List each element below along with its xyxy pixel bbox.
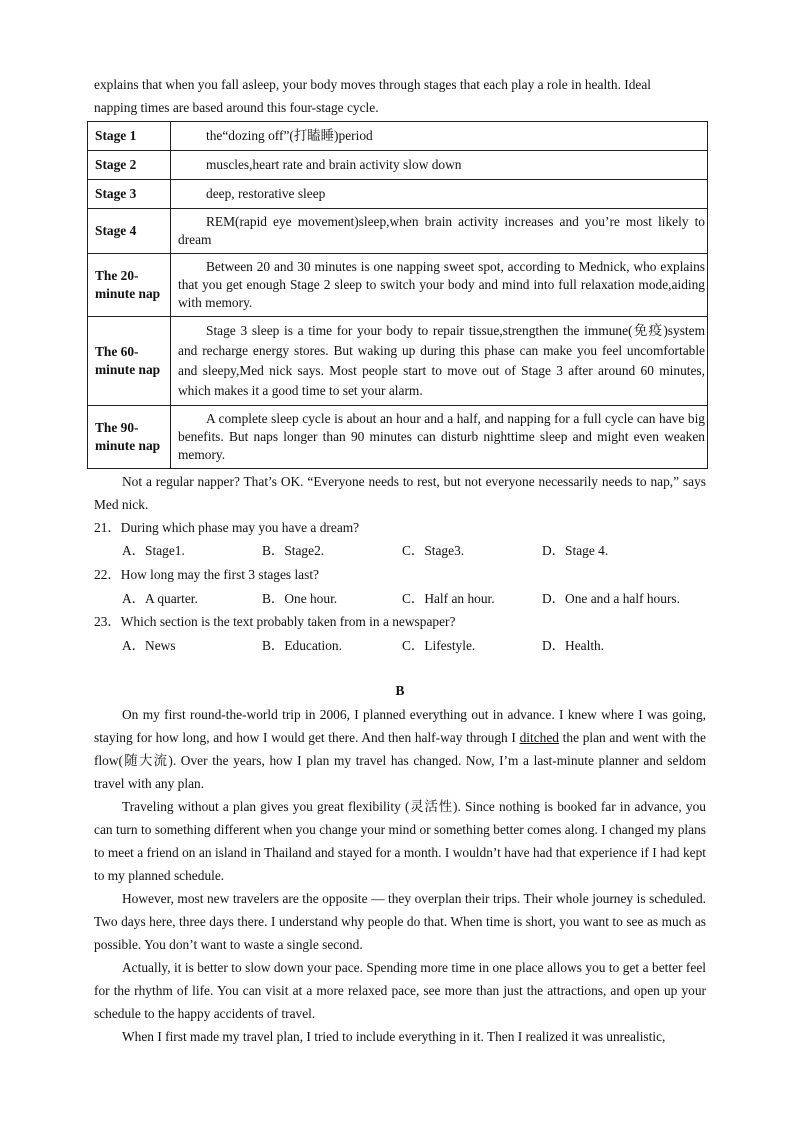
section-b-paragraph-2: Traveling without a plan gives you great flexibility (灵活性). Since nothing is booked far in advance, you can turn to something different when you change your mind or something better comes along. I changed my plans to meet a friend on an island in Thailand and stayed for a month. I wouldn’t have had that experience if I had kept to my planned schedule. <box>94 799 706 883</box>
row-label: The 20-minute nap <box>88 254 171 317</box>
row-text: A complete sleep cycle is about an hour and a half, and napping for a full cycle can have big benefits. But naps longer than 90 minutes can disturb nighttime sleep and might even weaken memory. <box>171 406 708 469</box>
table-row <box>88 254 708 317</box>
row-label: Stage 1 <box>88 122 171 151</box>
row-text <box>171 180 708 209</box>
section-b-title: B <box>395 683 405 698</box>
option[interactable]: A．A quarter. <box>122 591 198 606</box>
nap-stages-table <box>87 121 708 469</box>
question-23-options <box>94 634 706 657</box>
option[interactable]: A．News <box>122 638 176 653</box>
option[interactable]: A．Stage1. <box>122 543 185 558</box>
section-b-paragraph-3: However, most new travelers are the opposite — they overplan their trips. Their whole journey is scheduled. Two days here, three days there. I understand why people do that. When time is short, you want to see as much as possible. You don’t want to waste a single second. <box>94 891 706 952</box>
row-text <box>171 151 708 180</box>
p1-before: On my first round-the-world trip in 2006, I planned everything out in advance. I knew where I was going, staying for how long, and how I would get there. And then half-way through I <box>94 707 706 745</box>
row-label: Stage 3 <box>88 180 171 209</box>
closing-paragraph: Not a regular napper? That’s OK. “Everyone needs to rest, but not everyone necessarily needs to nap,” says Med nick. <box>94 474 706 512</box>
option[interactable]: B．One hour. <box>262 591 338 606</box>
section-b-paragraph-4: Actually, it is better to slow down your pace. Spending more time in one place allows you to get a better feel for the rhythm of life. You can visit at a more relaxed pace, see more than just the attractions, and open up your schedule to the happy accidents of travel. <box>94 960 706 1021</box>
row-text: Between 20 and 30 minutes is one napping sweet spot, according to Mednick, who explains that you get enough Stage 2 sleep to switch your body and mind into full relaxation mode,aiding with memory. <box>171 254 708 317</box>
option[interactable]: D．Stage 4. <box>542 543 609 558</box>
question-23: 23．Which section is the text probably taken from in a newspaper? <box>94 614 456 629</box>
question-22: 22．How long may the first 3 stages last? <box>94 567 319 582</box>
row-text-span: muscles,heart rate and brain activity slow down <box>206 157 462 172</box>
table-row <box>88 317 708 406</box>
row-text: REM(rapid eye movement)sleep,when brain activity increases and you’re most likely to dream <box>171 209 708 254</box>
option[interactable]: B．Education. <box>262 638 342 653</box>
intro-line-2: napping times are based around this four-stage cycle. <box>94 100 379 115</box>
option[interactable]: C．Stage3. <box>402 543 465 558</box>
row-text-span: the“dozing off”(打瞌睡)period <box>206 128 373 143</box>
row-text <box>171 122 708 151</box>
question-21: 21．During which phase may you have a dream? <box>94 520 360 535</box>
table-row <box>88 406 708 469</box>
option[interactable]: B．Stage2. <box>262 543 325 558</box>
row-label: The 90-minute nap <box>88 406 171 469</box>
table-row <box>88 209 708 254</box>
table-row <box>88 151 708 180</box>
intro-line-1: explains that when you fall asleep, your body moves through stages that each play a role in health. Ideal <box>94 77 652 92</box>
row-label: Stage 4 <box>88 209 171 254</box>
table-row <box>88 180 708 209</box>
row-label: Stage 2 <box>88 151 171 180</box>
question-22-options <box>94 587 706 610</box>
row-text: Stage 3 sleep is a time for your body to repair tissue,strengthen the immune(免疫)system and recharge energy stores. But waking up during this phase can make you feel uncomfortable and sleepy,Med nick says. Most people start to move out of Stage 3 after around 60 minutes, which makes it a good time to set your alarm. <box>171 317 708 406</box>
section-b-paragraph-5: When I first made my travel plan, I tried to include everything in it. Then I realized it was unrealistic, <box>122 1029 666 1044</box>
section-b-paragraph-1 <box>94 703 706 795</box>
p1-after: the plan and went with the flow(随大流). Over the years, how I plan my travel has changed. Now, I’m a last-minute planner and seldom travel with any plan. <box>94 730 706 791</box>
table-row <box>88 122 708 151</box>
option[interactable]: C．Lifestyle. <box>402 638 476 653</box>
option[interactable]: D．Health. <box>542 638 605 653</box>
option[interactable]: C．Half an hour. <box>402 591 495 606</box>
question-21-options <box>94 539 706 562</box>
option[interactable]: D．One and a half hours. <box>542 591 680 606</box>
ditched-word: ditched <box>519 730 559 745</box>
row-label: The 60-minute nap <box>88 317 171 406</box>
row-text-span: deep, restorative sleep <box>206 186 326 201</box>
document-page <box>94 73 706 1048</box>
